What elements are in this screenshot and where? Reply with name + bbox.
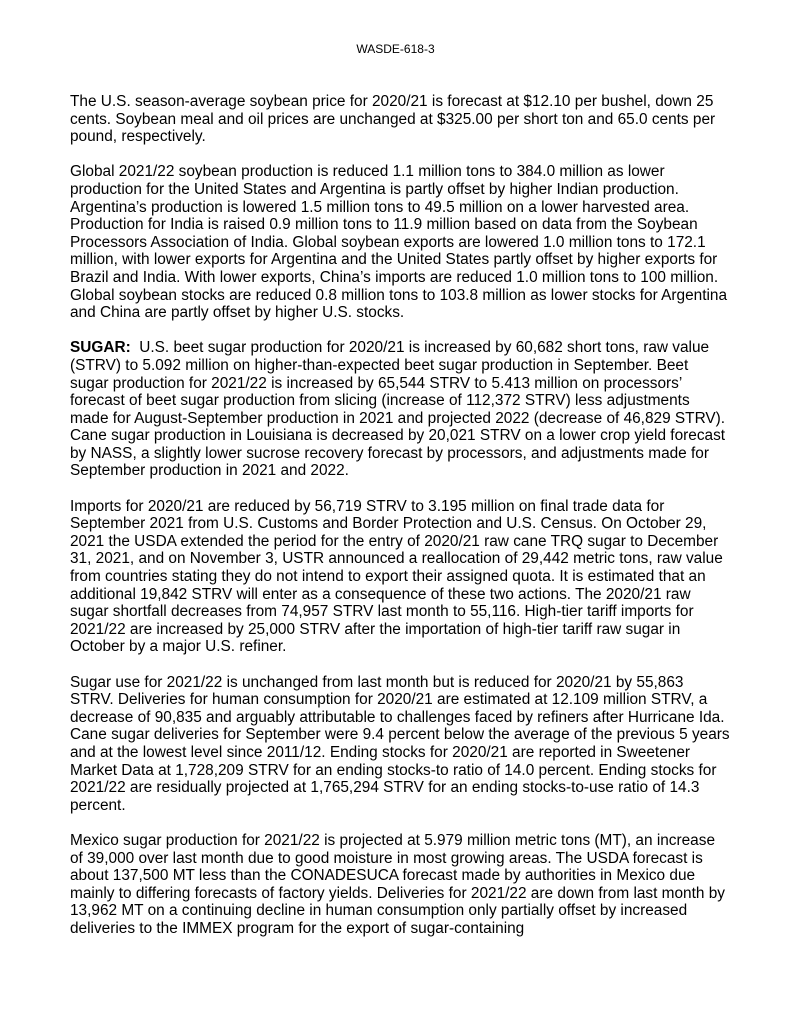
paragraph-soybean-price <box>70 93 730 146</box>
paragraph-text: Sugar use for 2021/22 is unchanged from last month but is reduced for 2020/21 by 55,863 STRV. Deliveries for human consumption for 2020/21 are estimated at 12.109 million STRV, a decrease of 90,835 and arguably attributable to challenges faced by refiners after Hurricane Ida. Cane sugar deliveries for September were 9.4 percent below the average of the previous 5 years and at the lowest level since 2011/12. Ending stocks for 2020/21 are reported in Sweetener Market Data at 1,728,209 STRV for an ending stocks-to ratio of 14.0 percent. Ending stocks for 2021/22 are residually projected at 1,765,294 STRV for an ending stocks-to-use ratio of 14.3 percent. <box>70 673 730 814</box>
paragraph-sugar-use <box>70 674 730 815</box>
paragraph-text: Mexico sugar production for 2021/22 is projected at 5.979 million metric tons (MT), an increase of 39,000 over last month due to good moisture in most growing areas. The USDA forecast is about 137,500 MT less than the CONADESUCA forecast made by authorities in Mexico due mainly to differing forecasts of factory yields. Deliveries for 2021/22 are down from last month by 13,962 MT on a continuing decline in human consumption only partially offset by increased deliveries to the IMMEX program for the export of sugar-containing <box>70 831 725 937</box>
paragraph-sugar-imports <box>70 498 730 656</box>
paragraph-mexico-sugar <box>70 832 730 938</box>
paragraph-text: Global 2021/22 soybean production is reduced 1.1 million tons to 384.0 million as lower production for the United States and Argentina is partly offset by higher Indian production. Argentina’s production is lowered 1.5 million tons to 49.5 million on a lower harvested area. Production for India is raised 0.9 million tons to 11.9 million based on data from the Soybean Processors Association of India. Global soybean exports are lowered 1.0 million tons to 172.1 million, with lower exports for Argentina and the United States partly offset by higher exports for Brazil and India. With lower exports, China’s imports are reduced 1.0 million tons to 100 million. Global soybean stocks are reduced 0.8 million tons to 103.8 million as lower stocks for Argentina and China are partly offset by higher U.S. stocks. <box>70 163 728 322</box>
document-body <box>70 93 734 955</box>
paragraph-text: The U.S. season-average soybean price for 2020/21 is forecast at $12.10 per bushel, down 25 cents. Soybean meal and oil prices are unchanged at $325.00 per short ton and 65.0 cents per pound, respectively. <box>70 93 716 146</box>
paragraph-global-soybean <box>70 163 730 321</box>
paragraph-text: Imports for 2020/21 are reduced by 56,719 STRV to 3.195 million on final trade data for September 2021 from U.S. Customs and Border Protection and U.S. Census. On October 29, 2021 the USDA extended the period for the entry of 2020/21 raw cane TRQ sugar to December 31, 2021, and on November 3, USTR announced a reallocation of 29,442 metric tons, raw value from countries stating they do not intend to export their assigned quota. It is estimated that an additional 19,842 STRV will enter as a consequence of these two actions. The 2020/21 raw sugar shortfall decreases from 74,957 STRV last month to 55,116. High-tier tariff imports for 2021/22 are increased by 25,000 STRV after the importation of high-tier tariff raw sugar in October by a major U.S. refiner. <box>70 497 723 656</box>
page-header: WASDE-618-3 <box>356 42 435 56</box>
paragraph-text: U.S. beet sugar production for 2020/21 is increased by 60,682 short tons, raw value (STRV) to 5.092 million on higher-than-expected beet sugar production in September. Beet sugar production for 2021/22 is increased by 65,544 STRV to 5.413 million on processors’ forecast of beet sugar production from slicing (increase of 112,372 STRV) less adjustments made for August-September production in 2021 and projected 2022 (decrease of 46,829 STRV). Cane sugar production in Louisiana is decreased by 20,021 STRV on a lower crop yield forecast by NASS, a slightly lower sucrose recovery forecast by processors, and adjustments made for September production in 2021 and 2022. <box>70 339 734 480</box>
paragraph-sugar-production <box>70 339 734 480</box>
section-label-sugar: SUGAR: <box>70 339 131 357</box>
